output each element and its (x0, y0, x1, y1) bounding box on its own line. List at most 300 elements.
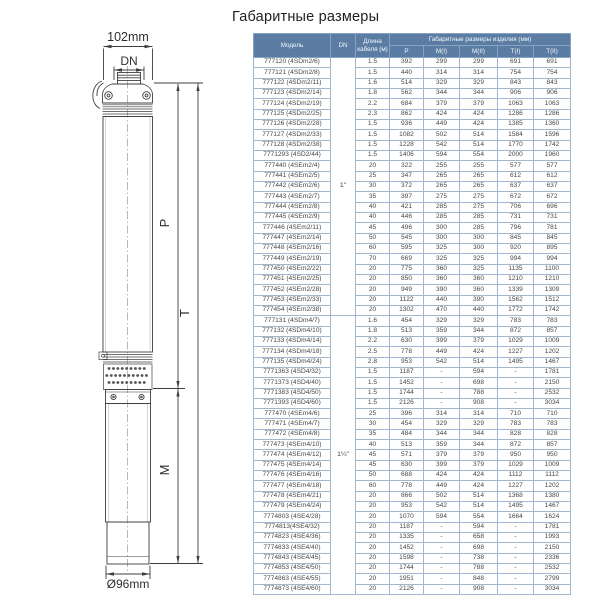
table-row (254, 161, 571, 171)
value-cell: 265 (424, 171, 460, 181)
value-cell: 1380 (534, 491, 571, 501)
value-cell: 1.8 (356, 326, 390, 336)
value-cell: 314 (460, 409, 498, 419)
value-cell: - (424, 522, 460, 532)
value-cell: 1598 (390, 553, 424, 563)
value-cell: 325 (424, 254, 460, 264)
value-cell: 20 (356, 574, 390, 584)
table-row (254, 285, 571, 295)
model-cell: 777442 (4SEm2/6) (254, 181, 331, 191)
value-cell: 2532 (534, 388, 571, 398)
table-row (254, 233, 571, 243)
value-cell: 2.2 (356, 336, 390, 346)
dim-m-label: M (157, 464, 172, 476)
value-cell: 862 (390, 109, 424, 119)
value-cell: 1664 (498, 512, 534, 522)
value-cell: 828 (498, 429, 534, 439)
value-cell: - (424, 584, 460, 594)
value-cell: - (424, 388, 460, 398)
header-dn: DN (331, 34, 356, 58)
value-cell: 1302 (390, 305, 424, 315)
value-cell: 783 (498, 419, 534, 429)
value-cell: 424 (460, 481, 498, 491)
value-cell: 20 (356, 491, 390, 501)
value-cell: 775 (390, 264, 424, 274)
value-cell: 20 (356, 543, 390, 553)
table-row (254, 254, 571, 264)
value-cell: 484 (390, 429, 424, 439)
model-cell: 777474 (4SEm4/12) (254, 450, 331, 460)
value-cell: - (498, 398, 534, 408)
value-cell: 788 (460, 564, 498, 574)
value-cell: 20 (356, 522, 390, 532)
table-row (254, 584, 571, 594)
value-cell: 25 (356, 409, 390, 419)
value-cell: - (498, 378, 534, 388)
value-cell: 20 (356, 161, 390, 171)
value-cell: - (424, 574, 460, 584)
model-cell: 7774853 (4SE4/50) (254, 564, 331, 574)
dim-t-line (196, 84, 199, 564)
value-cell: 1335 (390, 533, 424, 543)
dn-group-cell: 1¼" (331, 316, 356, 595)
table-row (254, 326, 571, 336)
value-cell: 454 (390, 419, 424, 429)
value-cell: 754 (498, 68, 534, 78)
value-cell: 1744 (390, 564, 424, 574)
value-cell: 20 (356, 274, 390, 284)
value-cell: 554 (460, 512, 498, 522)
pump-dimension-diagram (0, 0, 240, 600)
model-cell: 7774813(4SE4/32) (254, 522, 331, 532)
value-cell: 872 (498, 440, 534, 450)
table-row (254, 78, 571, 88)
table-row (254, 223, 571, 233)
model-cell: 777450 (4SEm2/22) (254, 264, 331, 274)
value-cell: 754 (534, 68, 571, 78)
value-cell: 255 (460, 161, 498, 171)
value-cell: 1309 (534, 285, 571, 295)
value-cell: 390 (424, 285, 460, 295)
model-cell: 7771293 (4SD2/44) (254, 150, 331, 160)
value-cell: 325 (460, 254, 498, 264)
value-cell: 322 (390, 161, 424, 171)
header-model: Модель (254, 34, 331, 58)
value-cell: 40 (356, 212, 390, 222)
table-row (254, 378, 571, 388)
value-cell: 1063 (534, 99, 571, 109)
model-cell: 7774843 (4SE4/45) (254, 553, 331, 563)
value-cell: 379 (424, 99, 460, 109)
table-row (254, 192, 571, 202)
value-cell: 1584 (498, 130, 534, 140)
model-cell: 7771383 (4SD4/50) (254, 388, 331, 398)
value-cell: 594 (424, 150, 460, 160)
value-cell: 2.2 (356, 99, 390, 109)
value-cell: 20 (356, 564, 390, 574)
value-cell: 20 (356, 305, 390, 315)
value-cell: 329 (424, 419, 460, 429)
value-cell: 1100 (534, 264, 571, 274)
table-row (254, 181, 571, 191)
value-cell: - (498, 564, 534, 574)
table-row (254, 574, 571, 584)
value-cell: 379 (460, 99, 498, 109)
model-cell: 777443 (4SEm2/7) (254, 192, 331, 202)
value-cell: 594 (460, 367, 498, 377)
dim-dn-label: DN (120, 54, 138, 68)
value-cell: 872 (498, 326, 534, 336)
value-cell: 684 (390, 99, 424, 109)
table-row (254, 440, 571, 450)
value-cell: 783 (534, 419, 571, 429)
value-cell: 1029 (498, 336, 534, 346)
value-cell: 514 (460, 140, 498, 150)
value-cell: 845 (498, 233, 534, 243)
value-cell: 379 (424, 450, 460, 460)
value-cell: 440 (424, 295, 460, 305)
value-cell: 2336 (534, 553, 571, 563)
value-cell: 1.5 (356, 398, 390, 408)
value-cell: 1009 (534, 336, 571, 346)
value-cell: 1227 (498, 481, 534, 491)
value-cell: 454 (390, 316, 424, 326)
model-cell: 777451 (4SEm2/25) (254, 274, 331, 284)
value-cell: 1187 (390, 522, 424, 532)
value-cell: 637 (534, 181, 571, 191)
value-cell: 20 (356, 584, 390, 594)
table-row (254, 295, 571, 305)
header-dimensions-group: Габаритные размеры изделия (мм) (390, 34, 571, 46)
value-cell: 50 (356, 471, 390, 481)
value-cell: 359 (424, 326, 460, 336)
value-cell: 344 (460, 88, 498, 98)
value-cell: 20 (356, 285, 390, 295)
value-cell: 2000 (498, 150, 534, 160)
value-cell: 2532 (534, 564, 571, 574)
value-cell: 329 (424, 78, 460, 88)
table-header (254, 34, 571, 58)
value-cell: - (498, 522, 534, 532)
value-cell: 496 (390, 223, 424, 233)
value-cell: 1070 (390, 512, 424, 522)
value-cell: 514 (460, 502, 498, 512)
value-cell: 1.6 (356, 78, 390, 88)
model-cell: 777126 (4SDm2/28) (254, 119, 331, 129)
header-dim-m1: M(I) (424, 46, 460, 58)
model-cell: 777470 (4SEm4/6) (254, 409, 331, 419)
value-cell: 20 (356, 533, 390, 543)
value-cell: 1286 (534, 109, 571, 119)
value-cell: 20 (356, 264, 390, 274)
value-cell: 783 (534, 316, 571, 326)
value-cell: 265 (460, 181, 498, 191)
value-cell: 502 (424, 130, 460, 140)
model-cell: 777124 (4SDm2/19) (254, 99, 331, 109)
value-cell: 857 (534, 326, 571, 336)
value-cell: 45 (356, 450, 390, 460)
value-cell: 344 (460, 326, 498, 336)
value-cell: 908 (460, 584, 498, 594)
model-cell: 777120 (4SDm2/6) (254, 58, 331, 68)
value-cell: 285 (460, 223, 498, 233)
value-cell: 285 (460, 212, 498, 222)
value-cell: 2150 (534, 543, 571, 553)
value-cell: 594 (460, 522, 498, 532)
value-cell: 577 (498, 161, 534, 171)
value-cell: 397 (390, 192, 424, 202)
value-cell: 672 (534, 192, 571, 202)
header-dim-p: P (390, 46, 424, 58)
page-title: Габаритные размеры (232, 9, 380, 25)
model-cell: 777447 (4SEm2/14) (254, 233, 331, 243)
dim-t-label: T (177, 309, 192, 317)
value-cell: 514 (390, 78, 424, 88)
value-cell: 895 (534, 243, 571, 253)
dimensions-table (253, 33, 571, 595)
table-row (254, 140, 571, 150)
value-cell: - (424, 533, 460, 543)
value-cell: 1112 (534, 471, 571, 481)
value-cell: 1772 (498, 305, 534, 315)
value-cell: 1467 (534, 357, 571, 367)
table-row (254, 419, 571, 429)
value-cell: 1452 (390, 543, 424, 553)
value-cell: 778 (390, 481, 424, 491)
model-cell: 777448 (4SEm2/16) (254, 243, 331, 253)
value-cell: 953 (390, 502, 424, 512)
value-cell: 399 (424, 460, 460, 470)
table-row (254, 274, 571, 284)
model-cell: 777441 (4SEm2/5) (254, 171, 331, 181)
value-cell: 424 (424, 109, 460, 119)
header-dim-m2: M(II) (460, 46, 498, 58)
value-cell: 2150 (534, 378, 571, 388)
value-cell: 1512 (534, 295, 571, 305)
table-row (254, 512, 571, 522)
value-cell: 1770 (498, 140, 534, 150)
value-cell: 571 (390, 450, 424, 460)
value-cell: 20 (356, 502, 390, 512)
value-cell: 513 (390, 440, 424, 450)
value-cell: 314 (424, 409, 460, 419)
value-cell: 1467 (534, 502, 571, 512)
model-cell: 777131 (4SDm4/7) (254, 316, 331, 326)
value-cell: 325 (424, 243, 460, 253)
value-cell: 514 (460, 491, 498, 501)
value-cell: 1781 (534, 522, 571, 532)
value-cell: 440 (460, 305, 498, 315)
value-cell: 1781 (534, 367, 571, 377)
model-cell: 777440 (4SEm2/4) (254, 161, 331, 171)
value-cell: 1210 (534, 274, 571, 284)
value-cell: 360 (460, 285, 498, 295)
value-cell: 669 (390, 254, 424, 264)
value-cell: - (424, 367, 460, 377)
table-row (254, 543, 571, 553)
value-cell: 1.5 (356, 130, 390, 140)
table-row (254, 68, 571, 78)
value-cell: 265 (424, 181, 460, 191)
model-cell: 7774823 (4SE4/36) (254, 533, 331, 543)
value-cell: 1960 (534, 150, 571, 160)
model-cell: 777121 (4SDm2/8) (254, 68, 331, 78)
value-cell: 513 (390, 326, 424, 336)
motor-body (106, 404, 151, 523)
value-cell: 275 (460, 192, 498, 202)
value-cell: 314 (460, 68, 498, 78)
value-cell: 906 (534, 88, 571, 98)
table-row (254, 522, 571, 532)
value-cell: - (498, 584, 534, 594)
value-cell: 843 (534, 78, 571, 88)
value-cell: 1228 (390, 140, 424, 150)
model-cell: 777453 (4SEm2/33) (254, 295, 331, 305)
value-cell: 1082 (390, 130, 424, 140)
value-cell: 1368 (498, 491, 534, 501)
value-cell: 50 (356, 233, 390, 243)
value-cell: - (424, 543, 460, 553)
table-row (254, 553, 571, 563)
model-cell: 777452 (4SEm2/28) (254, 285, 331, 295)
dim-102mm-label: 102mm (107, 30, 149, 44)
model-cell: 777125 (4SDm2/25) (254, 109, 331, 119)
motor-sleeve (107, 522, 149, 564)
table-row (254, 471, 571, 481)
table-row (254, 429, 571, 439)
model-cell: 777479 (4SEm4/24) (254, 502, 331, 512)
header-dim-t2: T(II) (534, 46, 571, 58)
value-cell: 906 (498, 88, 534, 98)
value-cell: 658 (460, 533, 498, 543)
value-cell: 706 (498, 202, 534, 212)
value-cell: - (424, 553, 460, 563)
table-row (254, 130, 571, 140)
table-row (254, 367, 571, 377)
value-cell: 446 (390, 212, 424, 222)
value-cell: 399 (424, 336, 460, 346)
value-cell: 1562 (498, 295, 534, 305)
value-cell: 325 (460, 264, 498, 274)
model-cell: 777127 (4SDm2/33) (254, 130, 331, 140)
value-cell: 70 (356, 254, 390, 264)
table-row (254, 491, 571, 501)
value-cell: 344 (424, 88, 460, 98)
value-cell: 60 (356, 243, 390, 253)
table-row (254, 357, 571, 367)
value-cell: 1009 (534, 460, 571, 470)
value-cell: 845 (534, 233, 571, 243)
value-cell: 347 (390, 171, 424, 181)
value-cell: 1063 (498, 99, 534, 109)
value-cell: 936 (390, 119, 424, 129)
value-cell: 20 (356, 512, 390, 522)
value-cell: 1.5 (356, 150, 390, 160)
motor-flange (106, 390, 151, 404)
table-row (254, 533, 571, 543)
value-cell: 950 (498, 450, 534, 460)
value-cell: 1495 (498, 357, 534, 367)
table-row (254, 316, 571, 326)
value-cell: 360 (424, 264, 460, 274)
value-cell: 299 (424, 58, 460, 68)
value-cell: 1202 (534, 347, 571, 357)
value-cell: 502 (424, 491, 460, 501)
value-cell: 1227 (498, 347, 534, 357)
value-cell: 542 (424, 140, 460, 150)
model-cell: 7774803 (4SE4/28) (254, 512, 331, 522)
model-cell: 7771393 (4SD4/60) (254, 398, 331, 408)
value-cell: 372 (390, 181, 424, 191)
table-row (254, 212, 571, 222)
table-row (254, 202, 571, 212)
value-cell: 20 (356, 295, 390, 305)
model-cell: 777477 (4SEm4/18) (254, 481, 331, 491)
value-cell: 691 (498, 58, 534, 68)
value-cell: 1385 (498, 119, 534, 129)
value-cell: 1210 (498, 274, 534, 284)
value-cell: 866 (390, 491, 424, 501)
value-cell: 710 (498, 409, 534, 419)
value-cell: 449 (424, 119, 460, 129)
value-cell: 285 (424, 212, 460, 222)
value-cell: 594 (424, 512, 460, 522)
value-cell: 778 (390, 347, 424, 357)
value-cell: - (498, 388, 534, 398)
value-cell: 788 (460, 388, 498, 398)
value-cell: 554 (460, 150, 498, 160)
table-row (254, 564, 571, 574)
model-cell: 777445 (4SEm2/9) (254, 212, 331, 222)
model-cell: 777135 (4SDm4/24) (254, 357, 331, 367)
model-cell: 777471 (4SEm4/7) (254, 419, 331, 429)
value-cell: 1.5 (356, 68, 390, 78)
value-cell: 542 (424, 357, 460, 367)
value-cell: 1286 (498, 109, 534, 119)
value-cell: 950 (534, 450, 571, 460)
value-cell: 2126 (390, 584, 424, 594)
value-cell: 329 (424, 316, 460, 326)
value-cell: 424 (460, 119, 498, 129)
value-cell: 612 (534, 171, 571, 181)
value-cell: 30 (356, 181, 390, 191)
value-cell: 424 (424, 471, 460, 481)
model-cell: 777128 (4SDm2/38) (254, 140, 331, 150)
value-cell: 1202 (534, 481, 571, 491)
dim-m-line (176, 389, 179, 564)
value-cell: - (424, 564, 460, 574)
value-cell: 40 (356, 440, 390, 450)
table-row (254, 398, 571, 408)
value-cell: 630 (390, 336, 424, 346)
value-cell: 344 (460, 440, 498, 450)
value-cell: 1742 (534, 140, 571, 150)
value-cell: 20 (356, 553, 390, 563)
value-cell: 857 (534, 440, 571, 450)
discharge-port (118, 73, 141, 85)
value-cell: 850 (390, 274, 424, 284)
value-cell: - (424, 398, 460, 408)
value-cell: 360 (460, 274, 498, 284)
value-cell: 1.8 (356, 88, 390, 98)
model-cell: 777475 (4SEm4/14) (254, 460, 331, 470)
value-cell: 275 (424, 192, 460, 202)
value-cell: 1.5 (356, 58, 390, 68)
value-cell: 329 (460, 316, 498, 326)
value-cell: 994 (534, 254, 571, 264)
value-cell: 1122 (390, 295, 424, 305)
value-cell: 449 (424, 347, 460, 357)
